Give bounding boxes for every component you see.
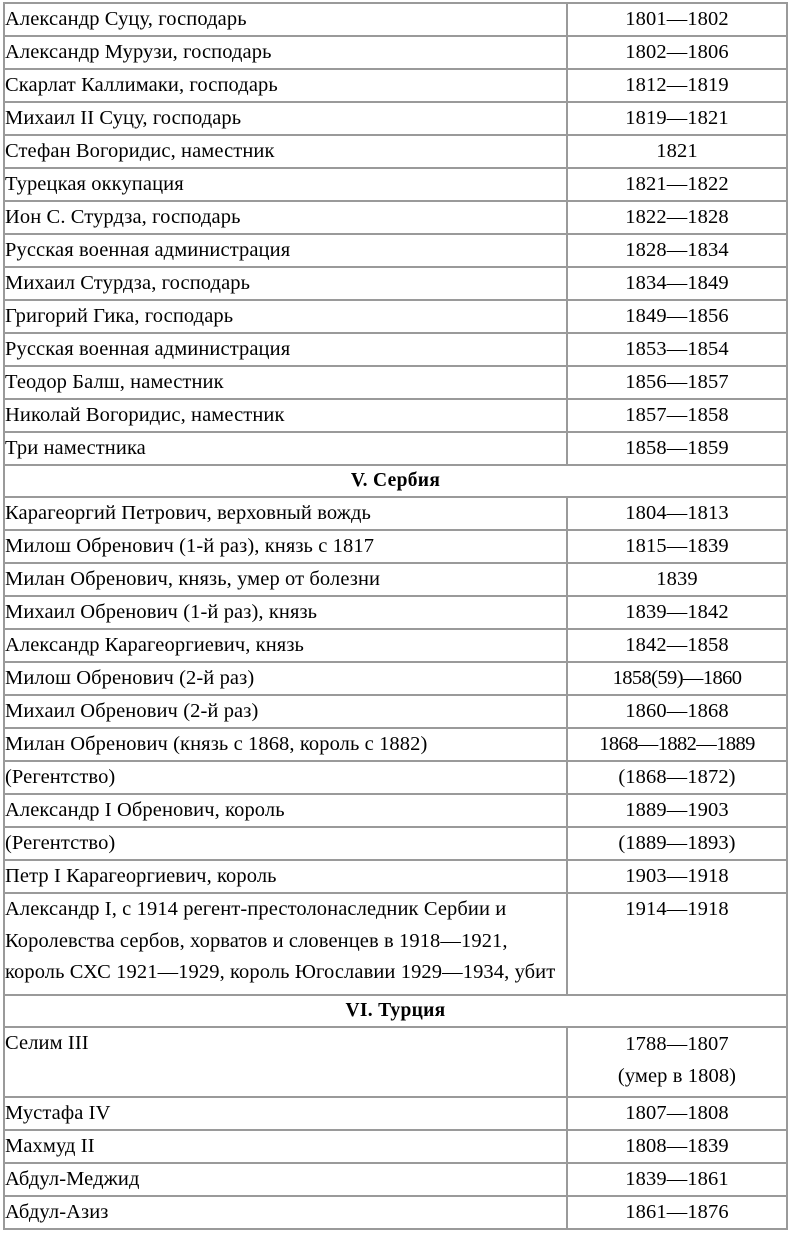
ruler-years-line: 1788—1807 (625, 1032, 729, 1055)
ruler-name: Николай Вогоридис, наместник (4, 399, 567, 432)
ruler-name-multiline: Александр I, с 1914 регент-престолонаследник Сербии и Королевства сербов, хорватов и словенцев в 1918—1921, король СХС 1921—1929, король Югославии 1929—1934, убит (4, 893, 567, 995)
ruler-years: 1812—1819 (567, 69, 787, 102)
ruler-name: Селим III (4, 1027, 567, 1097)
table-row (4, 695, 787, 728)
ruler-name: Турецкая оккупация (4, 168, 567, 201)
table-row (4, 1163, 787, 1196)
ruler-years: 1834—1849 (567, 267, 787, 300)
table-row (4, 629, 787, 662)
ruler-years: 1804—1813 (567, 497, 787, 530)
ruler-years: 1801—1802 (567, 3, 787, 36)
ruler-name: Абдул-Азиз (4, 1196, 567, 1229)
rulers-table (3, 2, 788, 1230)
ruler-name: Михаил Обренович (1-й раз), князь (4, 596, 567, 629)
ruler-name: Стефан Вогоридис, наместник (4, 135, 567, 168)
ruler-years: 1860—1868 (567, 695, 787, 728)
ruler-years: 1828—1834 (567, 234, 787, 267)
table-row (4, 432, 787, 465)
table-row (4, 300, 787, 333)
table-row (4, 399, 787, 432)
ruler-name: Михаил II Суцу, господарь (4, 102, 567, 135)
table-row (4, 728, 787, 761)
ruler-name: Милан Обренович, князь, умер от болезни (4, 563, 567, 596)
ruler-years: 1857—1858 (567, 399, 787, 432)
table-row (4, 102, 787, 135)
ruler-name: Карагеоргий Петрович, верховный вождь (4, 497, 567, 530)
section-header-row (4, 995, 787, 1027)
table-row (4, 1027, 787, 1097)
table-row (4, 596, 787, 629)
table-row (4, 1097, 787, 1130)
ruler-years: 1861—1876 (567, 1196, 787, 1229)
table-row (4, 267, 787, 300)
table-row (4, 563, 787, 596)
ruler-name: Абдул-Меджид (4, 1163, 567, 1196)
ruler-years: 1807—1808 (567, 1097, 787, 1130)
ruler-years: 1914—1918 (567, 893, 787, 995)
table-row (4, 530, 787, 563)
table-row (4, 36, 787, 69)
ruler-years: 1856—1857 (567, 366, 787, 399)
ruler-name: (Регентство) (4, 761, 567, 794)
table-row (4, 69, 787, 102)
ruler-years: 1839 (567, 563, 787, 596)
ruler-years: 1822—1828 (567, 201, 787, 234)
section-title-turkey: VI. Турция (4, 995, 787, 1027)
ruler-name: Теодор Балш, наместник (4, 366, 567, 399)
ruler-name: Три наместника (4, 432, 567, 465)
table-row (4, 662, 787, 695)
ruler-years: 1868—1882—1889 (567, 728, 787, 761)
ruler-years: 1889—1903 (567, 794, 787, 827)
ruler-years-note: (умер в 1808) (617, 1064, 737, 1087)
ruler-years: 1802—1806 (567, 36, 787, 69)
table-row (4, 860, 787, 893)
ruler-name: Махмуд II (4, 1130, 567, 1163)
ruler-name: Мустафа IV (4, 1097, 567, 1130)
table-row (4, 168, 787, 201)
table-row (4, 333, 787, 366)
ruler-name: Русская военная администрация (4, 234, 567, 267)
table-row (4, 201, 787, 234)
section-title-serbia: V. Сербия (4, 465, 787, 497)
ruler-name: Александр Карагеоргиевич, князь (4, 629, 567, 662)
table-row (4, 893, 787, 995)
table-row (4, 794, 787, 827)
table-row (4, 761, 787, 794)
ruler-name: Петр I Карагеоргиевич, король (4, 860, 567, 893)
ruler-years: 1858—1859 (567, 432, 787, 465)
ruler-name: Александр Суцу, господарь (4, 3, 567, 36)
ruler-years: 1808—1839 (567, 1130, 787, 1163)
ruler-name: Александр I Обренович, король (4, 794, 567, 827)
ruler-name: Ион С. Стурдза, господарь (4, 201, 567, 234)
ruler-years: 1821 (567, 135, 787, 168)
ruler-name: Милан Обренович (князь с 1868, король с 1882) (4, 728, 567, 761)
ruler-years: 1853—1854 (567, 333, 787, 366)
table-row (4, 234, 787, 267)
table-row (4, 366, 787, 399)
ruler-name: Михаил Стурдза, господарь (4, 267, 567, 300)
ruler-years: 1815—1839 (567, 530, 787, 563)
table-row (4, 497, 787, 530)
ruler-name: Григорий Гика, господарь (4, 300, 567, 333)
ruler-years: 1858(59)—1860 (567, 662, 787, 695)
ruler-name: Русская военная администрация (4, 333, 567, 366)
ruler-name: Михаил Обренович (2-й раз) (4, 695, 567, 728)
table-row (4, 135, 787, 168)
section-header-row (4, 465, 787, 497)
table-row (4, 3, 787, 36)
ruler-years: 1839—1842 (567, 596, 787, 629)
table-body (4, 3, 787, 1229)
ruler-name: (Регентство) (4, 827, 567, 860)
ruler-years: 1839—1861 (567, 1163, 787, 1196)
ruler-years: 1821—1822 (567, 168, 787, 201)
table-row (4, 1196, 787, 1229)
ruler-years: (1868—1872) (567, 761, 787, 794)
ruler-years: 1849—1856 (567, 300, 787, 333)
ruler-years: 1819—1821 (567, 102, 787, 135)
ruler-years: 1903—1918 (567, 860, 787, 893)
table-row (4, 1130, 787, 1163)
ruler-name: Скарлат Каллимаки, господарь (4, 69, 567, 102)
ruler-years: 1842—1858 (567, 629, 787, 662)
ruler-name: Александр Мурузи, господарь (4, 36, 567, 69)
table-row (4, 827, 787, 860)
ruler-years: (1889—1893) (567, 827, 787, 860)
ruler-years-multiline (567, 1027, 787, 1097)
ruler-name: Милош Обренович (1-й раз), князь с 1817 (4, 530, 567, 563)
ruler-name: Милош Обренович (2-й раз) (4, 662, 567, 695)
